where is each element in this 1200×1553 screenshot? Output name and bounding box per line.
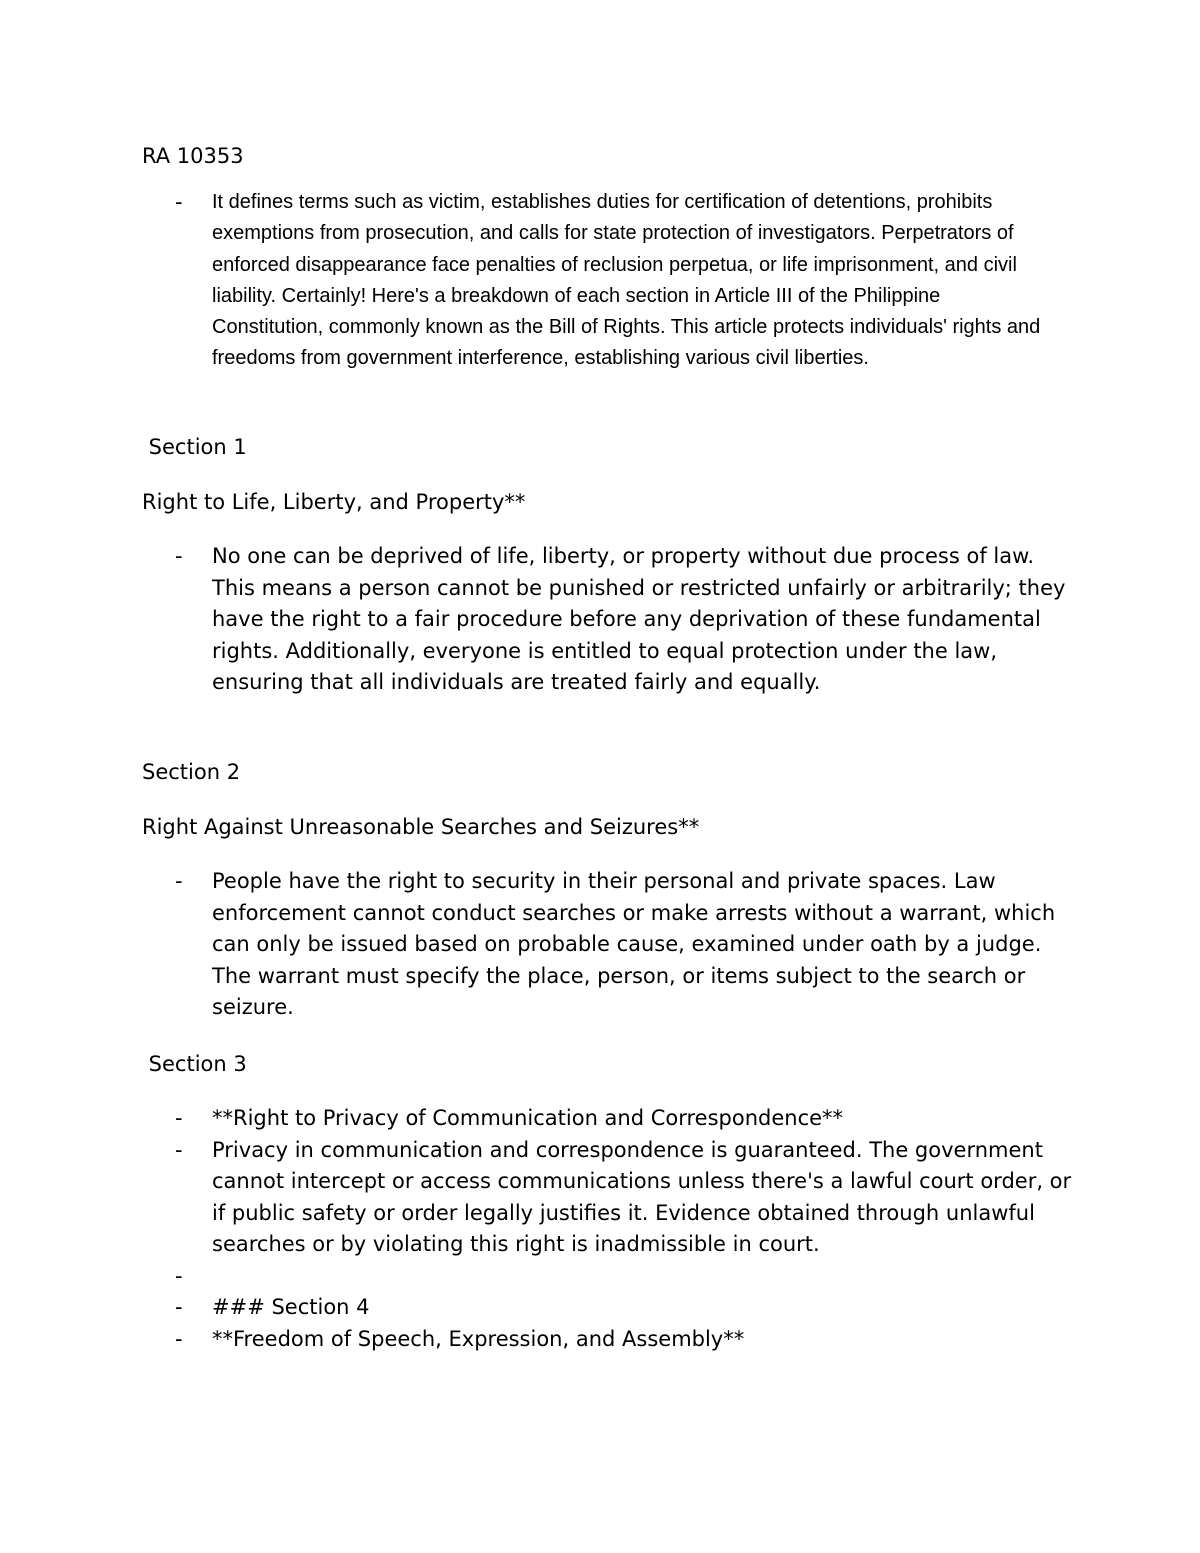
section-2-text: People have the right to security in their personal and private spaces. Law enforcement cannot conduct searches or make arrests without a warrant, which can only be issued based on probable cause, examined under oath by a judge. The warrant must specify the place, person, or items subject to the search or seizure. bbox=[212, 869, 1056, 1020]
section-2-subheading: Right Against Unreasonable Searches and Seizures** bbox=[142, 815, 700, 839]
bullet-dash: - bbox=[175, 1137, 183, 1162]
list-item bbox=[175, 1292, 1075, 1324]
bullet-dash: - bbox=[175, 1106, 183, 1130]
section-3-item-text: Privacy in communication and correspondence is guaranteed. The government cannot intercept or access communications unless there's a lawful court order, or if public safety or order legally justifies it. Evidence obtained through unlawful searches or by violating this right is inadmissible in court. bbox=[212, 1137, 1072, 1257]
bullet-dash: - bbox=[175, 1326, 183, 1351]
section-1-subheading: Right to Life, Liberty, and Property** bbox=[142, 490, 526, 514]
section-3-item-text: ### Section 4 bbox=[212, 1294, 370, 1319]
section-2-list bbox=[175, 866, 1075, 1024]
list-item bbox=[175, 1324, 1075, 1356]
section-3-item-text: **Freedom of Speech, Expression, and Assembly** bbox=[212, 1326, 745, 1351]
section-1-heading: Section 1 bbox=[142, 435, 247, 459]
bullet-dash: - bbox=[175, 1263, 183, 1288]
bullet-dash: - bbox=[175, 869, 183, 893]
bullet-dash: - bbox=[175, 544, 183, 568]
list-item bbox=[175, 187, 1055, 375]
section-3-item-text: **Right to Privacy of Communication and Correspondence** bbox=[212, 1106, 844, 1130]
bullet-dash: - bbox=[175, 1294, 183, 1319]
intro-text: It defines terms such as victim, establishes duties for certification of detentions, prohibits exemptions from prosecution, and calls for state protection of investigators. Perpetrators of enforced disappearance face penalties of reclusion perpetua, or life imprisonment, and civil liability. Certainly! Here's a breakdown of each section in Article III of the Philippine Constitution, commonly known as the Bill of Rights. This article protects individuals' rights and freedoms from government interference, establishing various civil liberties. bbox=[212, 191, 1041, 370]
list-item bbox=[175, 866, 1075, 1024]
section-1-list bbox=[175, 541, 1075, 699]
list-item bbox=[175, 1135, 1075, 1261]
intro-list bbox=[175, 187, 1055, 375]
list-item bbox=[175, 1103, 1075, 1135]
document-title: RA 10353 bbox=[142, 144, 244, 168]
section-3-list bbox=[175, 1103, 1075, 1355]
section-1-text: No one can be deprived of life, liberty, or property without due process of law. This means a person cannot be punished or restricted unfairly or arbitrarily; they have the right to a fair procedure before any deprivation of these fundamental rights. Additionally, everyone is entitled to equal protection under the law, ensuring that all individuals are treated fairly and equally. bbox=[212, 544, 1066, 695]
section-2-heading: Section 2 bbox=[142, 760, 241, 784]
list-item bbox=[175, 1261, 1075, 1292]
section-3-heading: Section 3 bbox=[142, 1052, 247, 1076]
bullet-dash: - bbox=[175, 190, 183, 214]
list-item bbox=[175, 541, 1075, 699]
